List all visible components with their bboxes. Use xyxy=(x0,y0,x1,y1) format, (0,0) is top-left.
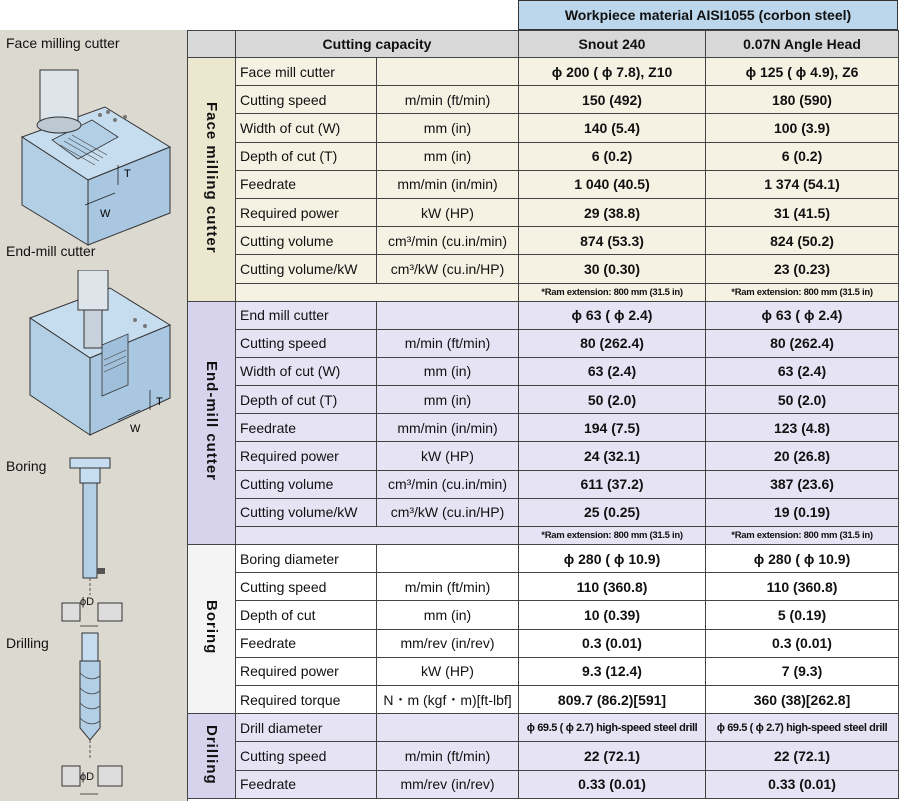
table-row xyxy=(188,601,899,629)
table-row xyxy=(188,573,899,601)
table-row xyxy=(188,442,899,470)
row-item: Feedrate xyxy=(236,629,377,657)
row-unit: m/min (ft/min) xyxy=(377,329,519,357)
value-angle-head: 6 (0.2) xyxy=(706,142,899,170)
row-unit: mm (in) xyxy=(377,386,519,414)
value-angle-head: 80 (262.4) xyxy=(706,329,899,357)
value-angle-head: 824 (50.2) xyxy=(706,227,899,255)
col-header-capacity: Cutting capacity xyxy=(236,31,519,58)
table-row xyxy=(188,545,899,573)
value-angle-head: 20 (26.8) xyxy=(706,442,899,470)
value-snout: 611 (37.2) xyxy=(519,470,706,498)
end-mill-depth-label-t: T xyxy=(156,396,163,408)
table-row xyxy=(188,770,899,798)
table-row xyxy=(188,386,899,414)
table-row xyxy=(188,301,899,329)
row-unit: mm (in) xyxy=(377,142,519,170)
section-label: End-mill cutter xyxy=(203,361,220,482)
row-unit xyxy=(377,714,519,742)
table-row xyxy=(188,685,899,713)
table-row xyxy=(188,498,899,526)
value-angle-head: 0.3 (0.01) xyxy=(706,629,899,657)
value-snout: 10 (0.39) xyxy=(519,601,706,629)
value-snout: 9.3 (12.4) xyxy=(519,657,706,685)
note-blank xyxy=(236,283,519,301)
row-item: Drill diameter xyxy=(236,714,377,742)
row-item: Cutting speed xyxy=(236,573,377,601)
row-unit: cm³/min (cu.in/min) xyxy=(377,470,519,498)
value-snout: 809.7 (86.2)[591] xyxy=(519,685,706,713)
row-item: Cutting speed xyxy=(236,329,377,357)
table-row xyxy=(188,714,899,742)
note-blank xyxy=(236,527,519,545)
col-header-snout: Snout 240 xyxy=(519,31,706,58)
section-label: Face milling cutter xyxy=(203,101,220,254)
value-angle-head: 63 (2.4) xyxy=(706,357,899,385)
table-row xyxy=(188,58,899,86)
row-unit: N・m (kgf・m)[ft-lbf] xyxy=(377,685,519,713)
value-snout: 22 (72.1) xyxy=(519,742,706,770)
section-label-cell xyxy=(188,545,236,714)
row-unit: mm/rev (in/rev) xyxy=(377,629,519,657)
value-snout: 30 (0.30) xyxy=(519,255,706,283)
value-angle-head: 7 (9.3) xyxy=(706,657,899,685)
row-item: Feedrate xyxy=(236,170,377,198)
workpiece-material-header: Workpiece material AISI1055 (corbon steel) xyxy=(518,0,898,30)
table-row xyxy=(188,414,899,442)
value-angle-head: 123 (4.8) xyxy=(706,414,899,442)
value-snout: 6 (0.2) xyxy=(519,142,706,170)
value-angle-head: 100 (3.9) xyxy=(706,114,899,142)
end-mill-illustration xyxy=(0,270,187,445)
row-item: Width of cut (W) xyxy=(236,114,377,142)
row-unit: mm (in) xyxy=(377,601,519,629)
row-item: Cutting volume xyxy=(236,470,377,498)
value-snout: ϕ 200 ( ϕ 7.8), Z10 xyxy=(519,58,706,86)
row-item: Cutting speed xyxy=(236,742,377,770)
value-snout: 29 (38.8) xyxy=(519,198,706,226)
table-row xyxy=(188,170,899,198)
value-angle-head: 360 (38)[262.8] xyxy=(706,685,899,713)
table-row xyxy=(188,86,899,114)
row-unit: kW (HP) xyxy=(377,657,519,685)
table-row xyxy=(188,742,899,770)
drilling-diameter-label: ϕD xyxy=(80,771,95,783)
row-unit: kW (HP) xyxy=(377,198,519,226)
row-unit: kW (HP) xyxy=(377,442,519,470)
table-row xyxy=(188,470,899,498)
value-snout: ϕ 69.5 ( ϕ 2.7) high-speed steel drill xyxy=(519,714,706,742)
row-unit xyxy=(377,58,519,86)
value-snout: 80 (262.4) xyxy=(519,329,706,357)
section-label-cell xyxy=(188,58,236,302)
column-header-row xyxy=(188,31,899,58)
value-snout: 25 (0.25) xyxy=(519,498,706,526)
row-unit: mm/min (in/min) xyxy=(377,414,519,442)
value-snout: 874 (53.3) xyxy=(519,227,706,255)
row-unit: mm/rev (in/rev) xyxy=(377,770,519,798)
row-item: Required torque xyxy=(236,685,377,713)
illustration-panel xyxy=(0,30,188,801)
row-item: Required power xyxy=(236,442,377,470)
table-row xyxy=(188,657,899,685)
value-angle-head: ϕ 69.5 ( ϕ 2.7) high-speed steel drill xyxy=(706,714,899,742)
section-label: Boring xyxy=(203,600,220,655)
table-row xyxy=(188,357,899,385)
section-label-cell xyxy=(188,714,236,799)
value-angle-head: 23 (0.23) xyxy=(706,255,899,283)
value-angle-head: 180 (590) xyxy=(706,86,899,114)
row-item: Feedrate xyxy=(236,770,377,798)
row-unit: cm³/kW (cu.in/HP) xyxy=(377,498,519,526)
value-snout: 1 040 (40.5) xyxy=(519,170,706,198)
width-label-w: W xyxy=(100,208,111,220)
row-item: Cutting speed xyxy=(236,86,377,114)
row-item: End mill cutter xyxy=(236,301,377,329)
value-snout: 140 (5.4) xyxy=(519,114,706,142)
ram-extension-note-angle-head: *Ram extension: 800 mm (31.5 in) xyxy=(706,527,899,545)
value-angle-head: 19 (0.19) xyxy=(706,498,899,526)
row-item: Depth of cut (T) xyxy=(236,142,377,170)
value-angle-head: 22 (72.1) xyxy=(706,742,899,770)
section-label-cell xyxy=(188,301,236,545)
value-snout: 194 (7.5) xyxy=(519,414,706,442)
value-angle-head: ϕ 125 ( ϕ 4.9), Z6 xyxy=(706,58,899,86)
table-row xyxy=(188,629,899,657)
table-row xyxy=(188,198,899,226)
value-angle-head: 1 374 (54.1) xyxy=(706,170,899,198)
face-milling-label: Face milling cutter xyxy=(6,35,120,51)
drilling-label: Drilling xyxy=(6,635,49,651)
row-item: Depth of cut xyxy=(236,601,377,629)
row-unit xyxy=(377,301,519,329)
boring-diameter-label: ϕD xyxy=(80,596,95,608)
value-angle-head: 50 (2.0) xyxy=(706,386,899,414)
row-unit xyxy=(377,545,519,573)
table-row xyxy=(188,142,899,170)
row-unit: m/min (ft/min) xyxy=(377,742,519,770)
row-item: Cutting volume xyxy=(236,227,377,255)
row-unit: cm³/min (cu.in/min) xyxy=(377,227,519,255)
value-angle-head: 0.33 (0.01) xyxy=(706,770,899,798)
value-snout: 0.3 (0.01) xyxy=(519,629,706,657)
value-snout: 50 (2.0) xyxy=(519,386,706,414)
row-unit: mm/min (in/min) xyxy=(377,170,519,198)
end-mill-width-label-w: W xyxy=(130,423,141,435)
row-item: Boring diameter xyxy=(236,545,377,573)
face-milling-illustration xyxy=(0,65,187,255)
note-row xyxy=(188,527,899,545)
value-snout: 110 (360.8) xyxy=(519,573,706,601)
value-snout: ϕ 63 ( ϕ 2.4) xyxy=(519,301,706,329)
value-snout: 0.33 (0.01) xyxy=(519,770,706,798)
row-item: Required power xyxy=(236,657,377,685)
row-unit: mm (in) xyxy=(377,357,519,385)
ram-extension-note-snout: *Ram extension: 800 mm (31.5 in) xyxy=(519,527,706,545)
value-snout: 24 (32.1) xyxy=(519,442,706,470)
cutting-capacity-table xyxy=(187,30,899,799)
row-item: Feedrate xyxy=(236,414,377,442)
table-row xyxy=(188,114,899,142)
table-row xyxy=(188,227,899,255)
note-row xyxy=(188,283,899,301)
row-item: Cutting volume/kW xyxy=(236,498,377,526)
row-unit: m/min (ft/min) xyxy=(377,86,519,114)
boring-label: Boring xyxy=(6,458,47,474)
end-mill-label: End-mill cutter xyxy=(6,243,96,259)
row-item: Face mill cutter xyxy=(236,58,377,86)
value-angle-head: ϕ 63 ( ϕ 2.4) xyxy=(706,301,899,329)
value-angle-head: 387 (23.6) xyxy=(706,470,899,498)
row-item: Cutting volume/kW xyxy=(236,255,377,283)
ram-extension-note-snout: *Ram extension: 800 mm (31.5 in) xyxy=(519,283,706,301)
value-snout: 150 (492) xyxy=(519,86,706,114)
value-angle-head: ϕ 280 ( ϕ 10.9) xyxy=(706,545,899,573)
table-row xyxy=(188,255,899,283)
value-snout: ϕ 280 ( ϕ 10.9) xyxy=(519,545,706,573)
row-unit: mm (in) xyxy=(377,114,519,142)
value-snout: 63 (2.4) xyxy=(519,357,706,385)
ram-extension-note-angle-head: *Ram extension: 800 mm (31.5 in) xyxy=(706,283,899,301)
row-unit: m/min (ft/min) xyxy=(377,573,519,601)
section-label: Drilling xyxy=(203,724,220,785)
value-angle-head: 31 (41.5) xyxy=(706,198,899,226)
value-angle-head: 110 (360.8) xyxy=(706,573,899,601)
row-item: Width of cut (W) xyxy=(236,357,377,385)
row-item: Required power xyxy=(236,198,377,226)
table-row xyxy=(188,329,899,357)
value-angle-head: 5 (0.19) xyxy=(706,601,899,629)
row-unit: cm³/kW (cu.in/HP) xyxy=(377,255,519,283)
depth-label-t: T xyxy=(124,168,131,180)
header-blank xyxy=(188,31,236,58)
row-item: Depth of cut (T) xyxy=(236,386,377,414)
col-header-angle-head: 0.07N Angle Head xyxy=(706,31,899,58)
